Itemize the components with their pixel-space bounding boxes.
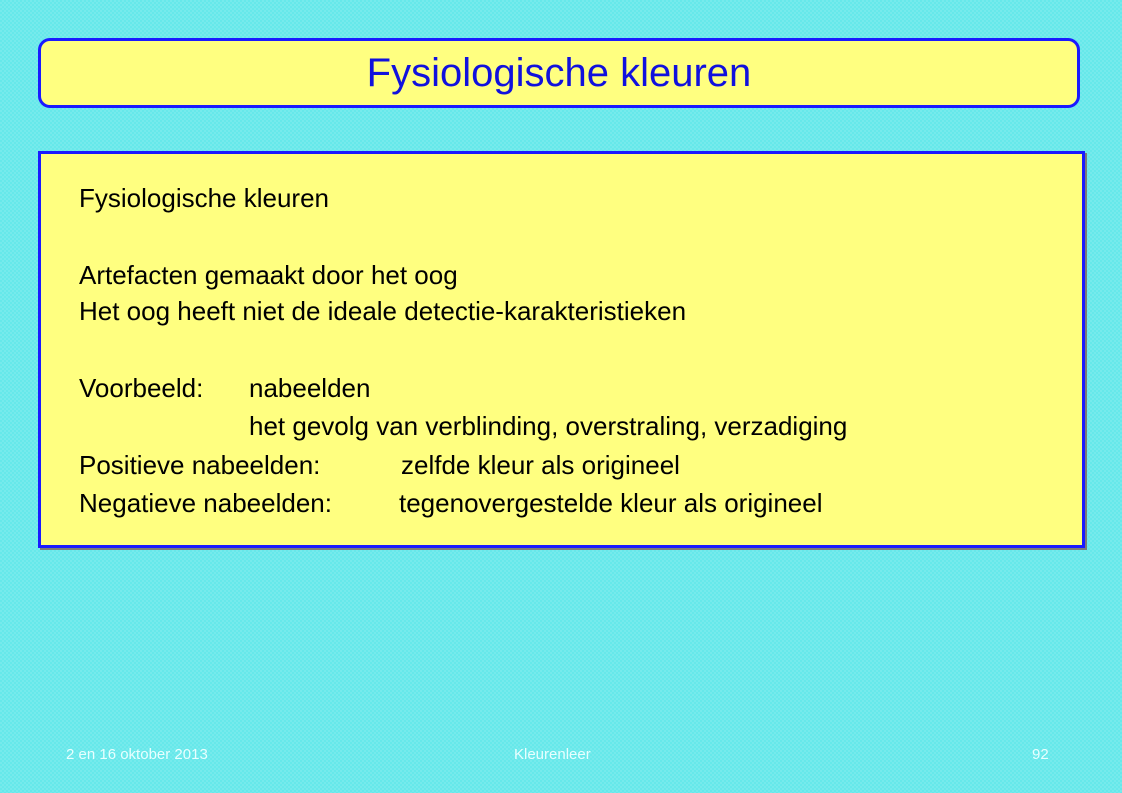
content-line-detectie: Het oog heeft niet de ideale detectie-karakteristieken <box>79 296 687 326</box>
voorbeeld-detail: het gevolg van verblinding, overstraling, verzadiging <box>249 411 848 441</box>
slide-content-box <box>38 151 1085 548</box>
voorbeeld-row <box>79 373 371 403</box>
negatief-row <box>79 488 823 518</box>
positief-row <box>79 450 680 480</box>
footer-page-number: 92 <box>1032 746 1049 763</box>
footer-title: Kleurenleer <box>514 746 591 763</box>
voorbeeld-label: Voorbeeld: <box>79 373 204 403</box>
negatief-value: tegenovergestelde kleur als origineel <box>399 488 823 518</box>
content-heading: Fysiologische kleuren <box>79 183 330 213</box>
negatief-label: Negatieve nabeelden: <box>79 488 332 518</box>
positief-label: Positieve nabeelden: <box>79 450 321 480</box>
positief-value: zelfde kleur als origineel <box>401 450 680 480</box>
slide-title-box <box>38 38 1080 108</box>
content-line-artefacten: Artefacten gemaakt door het oog <box>79 260 458 290</box>
footer-date: 2 en 16 oktober 2013 <box>66 746 208 763</box>
voorbeeld-value: nabeelden <box>249 373 371 403</box>
slide-title: Fysiologische kleuren <box>366 50 752 95</box>
